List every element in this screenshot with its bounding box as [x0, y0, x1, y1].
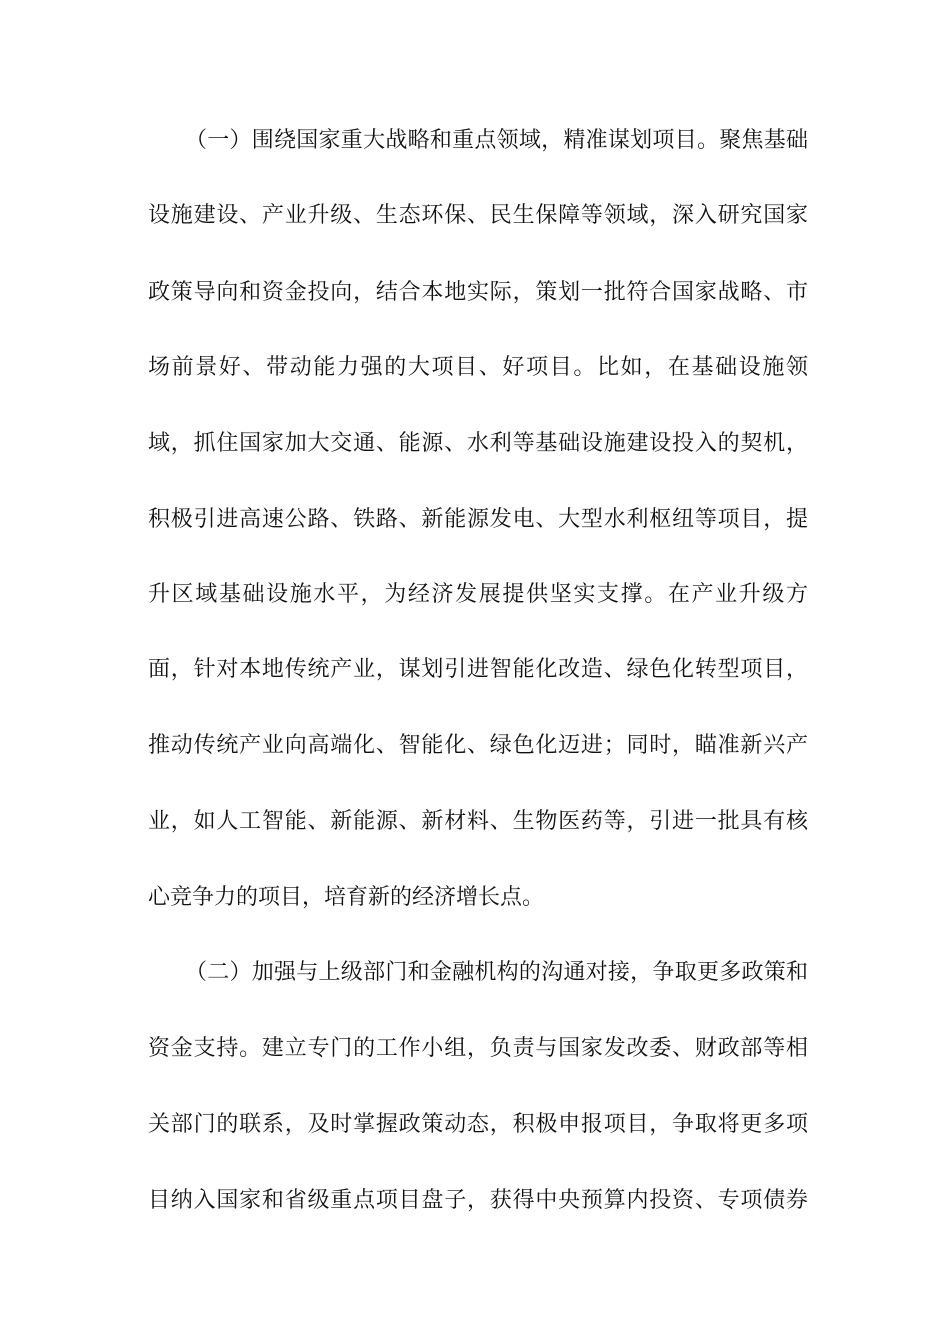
paragraph-1-line-7: 升区域基础设施水平，为经济发展提供坚实支撑。在产业升级方 — [148, 582, 808, 607]
paragraph-2-line-4: 目纳入国家和省级重点项目盘子，获得中央预算内投资、专项债券 — [148, 1188, 808, 1213]
paragraph-1-line-2: 设施建设、产业升级、生态环保、民生保障等领域，深入研究国家 — [148, 203, 808, 228]
paragraph-1-line-3: 政策导向和资金投向，结合本地实际，策划一批符合国家战略、市 — [148, 280, 808, 305]
paragraph-2-line-2: 资金支持。建立专门的工作小组，负责与国家发改委、财政部等相 — [148, 1036, 808, 1061]
paragraph-1-line-11: 心竞争力的项目，培育新的经济增长点。 — [148, 885, 545, 910]
paragraph-1-line-4: 场前景好、带动能力强的大项目、好项目。比如，在基础设施领 — [148, 355, 808, 380]
paragraph-2-line-3: 关部门的联系，及时掌握政策动态，积极申报项目，争取将更多项 — [148, 1112, 808, 1137]
paragraph-1-line-5: 域，抓住国家加大交通、能源、水利等基础设施建设投入的契机， — [148, 431, 808, 456]
paragraph-1-line-1: （一）围绕国家重大战略和重点领域，精准谋划项目。聚焦基础 — [185, 128, 808, 153]
paragraph-1-line-9: 推动传统产业向高端化、智能化、绿色化迈进；同时，瞄准新兴产 — [148, 733, 808, 758]
paragraph-1-line-6: 积极引进高速公路、铁路、新能源发电、大型水利枢纽等项目，提 — [148, 507, 808, 532]
paragraph-1-line-8: 面，针对本地传统产业，谋划引进智能化改造、绿色化转型项目， — [148, 657, 808, 682]
paragraph-1-line-10: 业，如人工智能、新能源、新材料、生物医药等，引进一批具有核 — [148, 809, 808, 834]
paragraph-2-line-1: （二）加强与上级部门和金融机构的沟通对接，争取更多政策和 — [185, 960, 808, 985]
